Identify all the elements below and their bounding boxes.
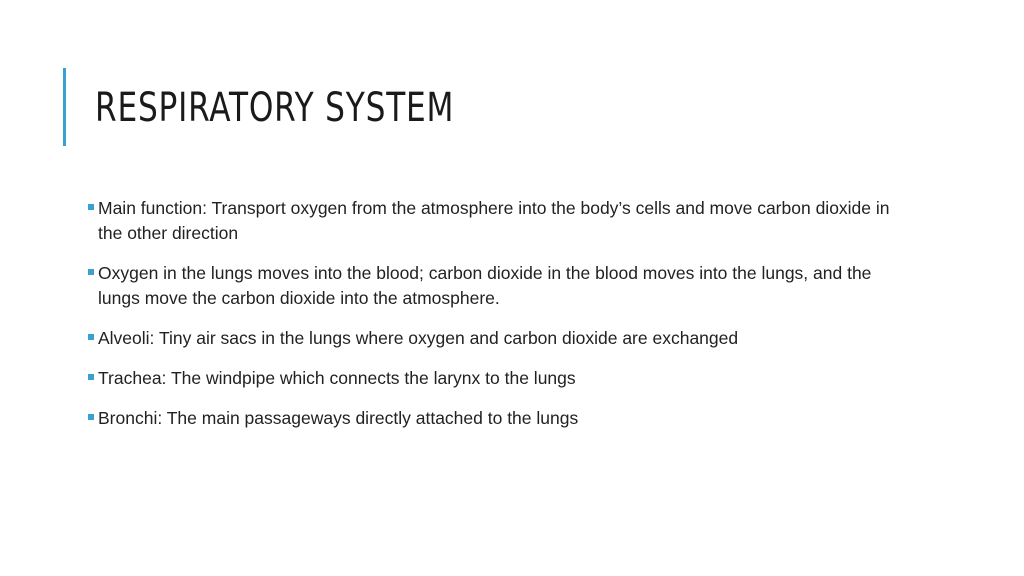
square-bullet-icon [88,374,94,380]
bullet-item [88,406,918,431]
bullet-item [88,326,918,351]
bullet-item [88,261,918,311]
slide-title: RESPIRATORY SYSTEM [95,85,455,131]
bullet-text: Bronchi: The main passageways directly attached to the lungs [98,408,579,428]
square-bullet-icon [88,204,94,210]
bullet-text: Main function: Transport oxygen from the atmosphere into the body’s cells and move carbon dioxide in the other direction [98,198,890,243]
bullet-item [88,366,918,391]
bullet-item [88,196,918,246]
square-bullet-icon [88,414,94,420]
square-bullet-icon [88,269,94,275]
bullet-list [88,196,918,446]
bullet-text: Alveoli: Tiny air sacs in the lungs where oxygen and carbon dioxide are exchanged [98,328,739,348]
title-accent-bar [63,68,66,146]
square-bullet-icon [88,334,94,340]
bullet-text: Oxygen in the lungs moves into the blood; carbon dioxide in the blood moves into the lungs, and the lungs move the carbon dioxide into the atmosphere. [98,263,872,308]
bullet-text: Trachea: The windpipe which connects the larynx to the lungs [98,368,576,388]
